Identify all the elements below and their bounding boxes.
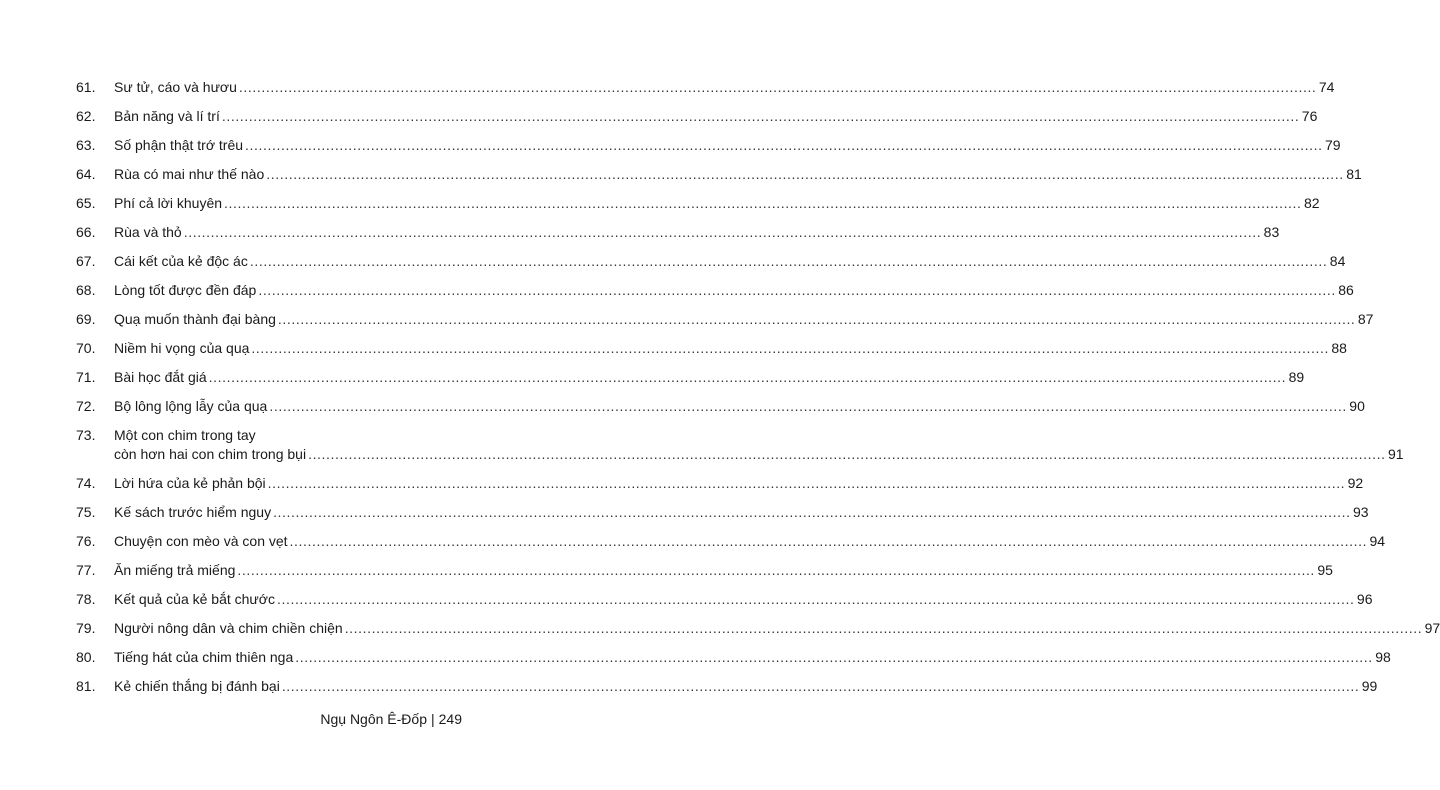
toc-entry-title: Kẻ chiến thắng bị đánh bại [114,677,280,694]
toc-entry [76,252,1346,271]
toc-entry [76,474,1364,493]
dot-leader [184,223,1262,242]
toc-entry [76,532,1386,551]
toc-entry-page: 84 [1329,253,1346,269]
toc-entry-number: 77. [76,561,96,578]
toc-entry-page: 95 [1317,561,1333,578]
dot-leader [282,677,1360,696]
toc-entry-number: 66. [76,224,96,240]
toc-entry [76,136,1341,155]
dot-leader [278,310,1356,329]
toc-entry [76,619,1440,638]
toc-entry-title: Số phận thật trớ trêu [114,137,244,153]
toc-entry-title: Kế sách trước hiểm nguy [114,503,272,520]
dot-leader [237,561,1315,580]
toc-entry-number: 64. [76,166,96,182]
toc-entry-page: 98 [1375,648,1391,665]
dot-leader [258,281,1336,300]
toc-entry-title: Cái kết của kẻ độc ác [114,253,248,269]
toc-entry-page: 86 [1338,282,1354,298]
toc-entry [76,648,1391,667]
toc-entry-page: 83 [1263,224,1280,240]
toc-entry [76,339,1347,358]
toc-entry-title: Người nông dân và chim chiền chiện [114,619,343,636]
toc-entry-title: còn hơn hai con chim trong bụi [114,445,307,462]
toc-entry-number: 65. [76,195,96,211]
toc-entry-page: 91 [1388,445,1404,462]
dot-leader [290,532,1368,551]
toc-entry-page: 88 [1331,340,1347,356]
toc-entry [76,397,1365,416]
dot-leader [224,194,1302,213]
toc-entry-number: 62. [76,108,96,124]
toc-entry-title: Rùa có mai như thế nào [114,166,265,182]
toc-entry-title: Tiếng hát của chim thiên nga [114,648,294,665]
toc-entry-page: 92 [1347,474,1364,491]
toc-entry [76,426,1404,463]
toc-entry-number: 79. [76,619,96,636]
toc-entry-number: 76. [76,532,96,549]
toc-entry [76,368,1305,387]
dot-leader [251,339,1329,358]
dot-leader [222,107,1300,126]
dot-leader [209,368,1287,387]
toc-entry-page: 93 [1353,503,1369,520]
dot-leader [269,397,1347,416]
toc-entry [76,590,1373,609]
toc-entry-page: 87 [1357,311,1374,327]
toc-entry [76,194,1320,213]
toc-entry-number: 80. [76,648,96,665]
dot-leader [250,252,1328,271]
toc-entry-number: 69. [76,311,96,327]
toc-entry-number: 67. [76,253,96,269]
footer-page-number: 249 [438,711,462,727]
toc-entry [76,223,1280,242]
dot-leader [295,648,1373,667]
toc-entry-title: Bài học đắt giá [114,369,207,385]
toc-entry-page: 99 [1361,677,1378,694]
toc-entry-page: 97 [1424,619,1440,636]
toc-entry-title: Lòng tốt được đền đáp [114,282,257,298]
table-of-contents [76,78,1440,706]
toc-entry-title: Lời hứa của kẻ phản bội [114,474,266,491]
dot-leader [239,78,1317,97]
toc-entry-title: Sư tử, cáo và hươu [114,79,237,95]
toc-entry-number: 68. [76,282,96,298]
toc-entry-number: 63. [76,137,96,153]
toc-entry-title: Rùa và thỏ [114,224,182,240]
toc-entry [76,561,1333,580]
toc-entry [76,281,1354,300]
toc-entry-title: Chuyện con mèo và con vẹt [114,532,288,549]
toc-entry-title: Phí cả lời khuyên [114,195,223,211]
footer-separator: | [431,711,435,727]
toc-entry-number: 75. [76,503,96,520]
dot-leader [308,445,1386,464]
toc-entry-title: Niềm hi vọng của quạ [114,340,250,356]
dot-leader [245,136,1323,155]
toc-entry-number: 71. [76,369,96,385]
dot-leader [345,619,1423,638]
toc-entry-page: 94 [1369,532,1386,549]
toc-entry-number: 73. [76,427,96,443]
page-footer [300,711,462,727]
dot-leader [268,474,1346,493]
toc-entry [76,78,1335,97]
footer-book-title: Ngụ Ngôn Ê-Đốp [320,711,427,727]
toc-entry-title: Bản năng và lí trí [114,108,220,124]
toc-entry-page: 89 [1288,369,1305,385]
toc-entry-number: 74. [76,474,96,491]
dot-leader [266,165,1344,184]
toc-entry [76,503,1369,522]
toc-entry [76,677,1378,696]
toc-entry-number: 72. [76,398,96,414]
dot-leader [277,590,1355,609]
toc-entry-page: 74 [1318,79,1335,95]
toc-entry-page: 76 [1301,108,1318,124]
dot-leader [273,503,1351,522]
toc-entry-number: 61. [76,79,96,95]
toc-entry-title: Ăn miếng trả miếng [114,561,236,578]
toc-entry-number: 78. [76,590,96,607]
toc-entry-title: Kết quả của kẻ bắt chước [114,590,275,607]
toc-entry [76,165,1362,184]
toc-entry [76,107,1318,126]
toc-entry-page: 96 [1356,590,1373,607]
toc-entry-number: 70. [76,340,96,356]
toc-entry-page: 81 [1346,166,1362,182]
toc-entry-page: 79 [1324,137,1341,153]
toc-entry-title-line1: Một con chim trong tay [114,427,256,443]
toc-entry-page: 90 [1349,398,1365,414]
toc-entry-page: 82 [1303,195,1320,211]
toc-entry-number: 81. [76,677,96,694]
toc-entry [76,310,1374,329]
toc-entry-title: Bộ lông lộng lẫy của quạ [114,398,268,414]
toc-entry-title: Quạ muốn thành đại bàng [114,311,276,327]
